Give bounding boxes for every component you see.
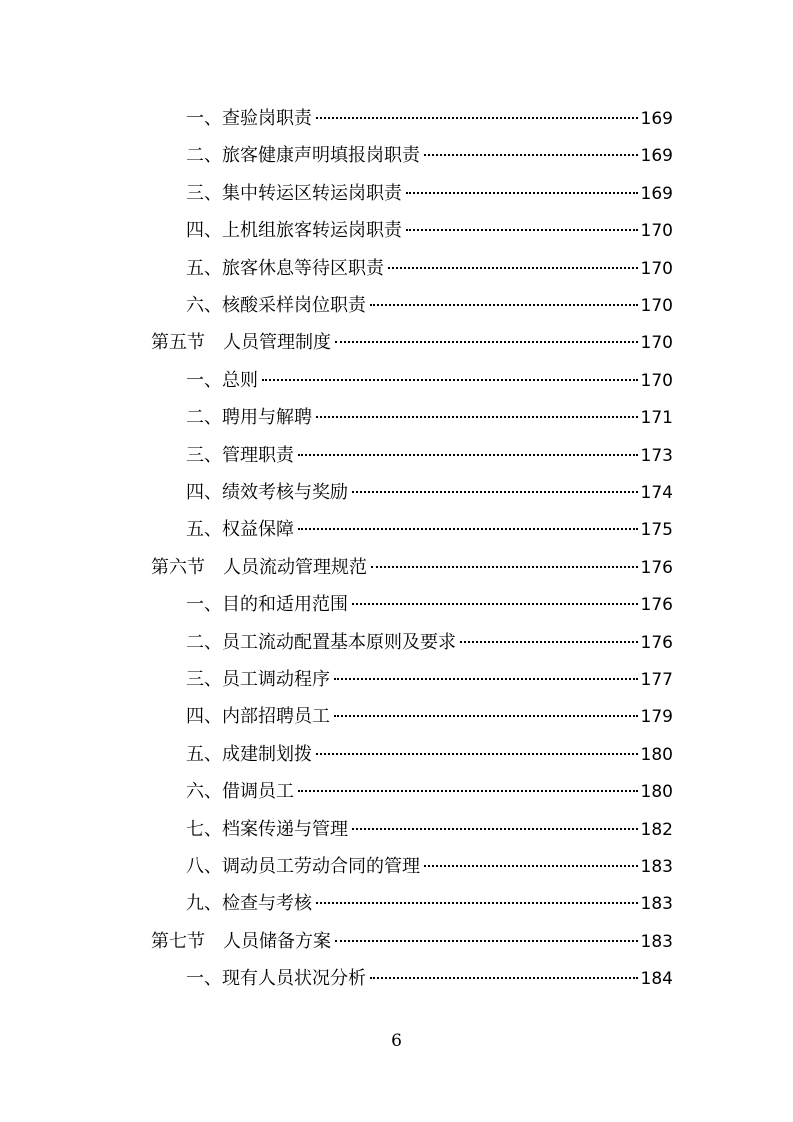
toc-entry-number: 四、 (186, 706, 222, 728)
toc-entry-title: 调动员工劳动合同的管理 (222, 856, 420, 877)
toc-entry[interactable] (186, 250, 673, 287)
toc-dot-leader (352, 603, 638, 605)
toc-entry[interactable] (186, 474, 673, 511)
toc-dot-leader (298, 454, 638, 456)
toc-entry[interactable] (186, 399, 673, 436)
toc-entry-page: 176 (640, 557, 673, 578)
toc-entry-page: 180 (640, 782, 673, 803)
toc-entry-page: 170 (640, 333, 673, 354)
toc-dot-leader (316, 753, 638, 755)
toc-entry-title: 权益保障 (222, 519, 294, 541)
toc-entry-title: 人员管理制度 (223, 332, 331, 354)
toc-entry-title: 检查与考核 (222, 893, 312, 915)
toc-entry[interactable] (186, 137, 673, 174)
toc-dot-leader (335, 940, 638, 942)
toc-entry-number: 第五节 (151, 332, 205, 354)
toc-entry-page: 184 (640, 969, 673, 990)
toc-entry-title: 现有人员状况分析 (222, 968, 366, 990)
toc-entry-title: 旅客休息等待区职责 (222, 257, 384, 279)
toc-entry-page: 170 (640, 370, 673, 391)
toc-entry[interactable] (186, 811, 673, 848)
toc-entry-title: 档案传递与管理 (222, 818, 348, 840)
toc-entry-number: 五、 (186, 519, 222, 541)
toc-dot-leader (298, 528, 638, 530)
toc-entry-title: 成建制划拨 (222, 743, 312, 765)
toc-entry[interactable] (186, 287, 673, 324)
toc-entry-page: 173 (640, 445, 673, 466)
toc-entry[interactable] (186, 736, 673, 773)
toc-dot-leader (352, 828, 638, 830)
toc-entry[interactable] (186, 960, 673, 997)
toc-entry-number: 三、 (186, 182, 222, 204)
toc-entry[interactable] (186, 212, 673, 249)
toc-entry-number: 二、 (186, 631, 222, 653)
toc-entry-number: 一、 (186, 594, 222, 616)
toc-entry-title: 内部招聘员工 (222, 706, 330, 728)
toc-dot-leader (352, 491, 638, 493)
toc-dot-leader (335, 341, 638, 343)
toc-entry-number: 五、 (186, 743, 222, 765)
toc-dot-leader (370, 304, 638, 306)
toc-entry-number: 四、 (186, 220, 222, 242)
toc-entry-page: 182 (640, 819, 673, 840)
toc-entry[interactable] (186, 698, 673, 735)
page-number: 6 (391, 1031, 402, 1051)
toc-entry-number: 三、 (186, 669, 222, 690)
toc-entry-title: 聘用与解聘 (222, 407, 312, 429)
toc-dot-leader (334, 715, 638, 717)
toc-dot-leader (406, 229, 638, 231)
toc-dot-leader (406, 192, 638, 194)
toc-dot-leader (370, 977, 638, 979)
toc-entry-title: 总则 (222, 369, 258, 391)
toc-section-entry[interactable] (151, 549, 673, 586)
toc-entry[interactable] (186, 511, 673, 548)
toc-entry-number: 五、 (186, 257, 222, 279)
toc-entry-title: 绩效考核与奖励 (222, 482, 348, 503)
toc-entry[interactable] (186, 848, 673, 885)
toc-entry-title: 员工调动程序 (222, 669, 330, 690)
toc-entry-number: 八、 (186, 856, 222, 877)
toc-entry-number: 九、 (186, 893, 222, 915)
toc-dot-leader (334, 678, 638, 680)
toc-dot-leader (388, 267, 638, 269)
toc-entry-page: 171 (640, 408, 673, 429)
toc-entry[interactable] (186, 661, 673, 698)
toc-entry-title: 集中转运区转运岗职责 (222, 182, 402, 204)
toc-entry-page: 170 (640, 221, 673, 242)
toc-section-entry[interactable] (151, 324, 673, 361)
toc-entry-title: 上机组旅客转运岗职责 (222, 220, 402, 242)
toc-dot-leader (262, 379, 638, 381)
toc-entry-title: 借调员工 (222, 781, 294, 803)
toc-entry-page: 175 (640, 520, 673, 541)
toc-entry[interactable] (186, 437, 673, 474)
toc-entry-number: 六、 (186, 295, 222, 316)
toc-entry-page: 177 (640, 670, 673, 690)
toc-dot-leader (460, 641, 638, 643)
toc-dot-leader (424, 865, 638, 867)
toc-entry-page: 169 (640, 146, 673, 167)
toc-entry[interactable] (186, 100, 673, 137)
toc-entry-number: 二、 (186, 407, 222, 429)
toc-entry-title: 旅客健康声明填报岗职责 (222, 145, 420, 167)
toc-entry[interactable] (186, 175, 673, 212)
toc-entry-number: 一、 (186, 369, 222, 391)
toc-entry-title: 人员储备方案 (223, 930, 331, 952)
toc-entry-page: 169 (640, 109, 673, 129)
toc-entry-page: 179 (640, 707, 673, 728)
toc-entry-title: 员工流动配置基本原则及要求 (222, 631, 456, 653)
toc-entry[interactable] (186, 773, 673, 810)
toc-entry-title: 目的和适用范围 (222, 594, 348, 616)
toc-entry-number: 七、 (186, 818, 222, 840)
toc-entry-page: 174 (640, 483, 673, 503)
toc-entry-page: 169 (640, 183, 673, 204)
toc-section-entry[interactable] (151, 923, 673, 960)
toc-dot-leader (371, 566, 638, 568)
toc-dot-leader (316, 117, 638, 119)
toc-dot-leader (316, 902, 638, 904)
toc-entry-page: 183 (640, 931, 673, 952)
toc-dot-leader (298, 790, 638, 792)
toc-entry-number: 六、 (186, 781, 222, 803)
toc-entry-number: 四、 (186, 482, 222, 503)
toc-entry[interactable] (186, 885, 673, 922)
toc-entry-number: 三、 (186, 444, 222, 466)
toc-entry-page: 180 (640, 744, 673, 765)
toc-entry-title: 查验岗职责 (222, 108, 312, 129)
toc-entry-page: 183 (640, 894, 673, 915)
toc-entry-page: 170 (640, 296, 673, 316)
toc-entry[interactable] (186, 362, 673, 399)
toc-entry-page: 176 (640, 595, 673, 616)
toc-entry-number: 二、 (186, 145, 222, 167)
toc-entry-title: 管理职责 (222, 444, 294, 466)
toc-entry-number: 一、 (186, 108, 222, 129)
toc-dot-leader (316, 416, 638, 418)
toc-entry-number: 一、 (186, 968, 222, 990)
toc-entry[interactable] (186, 586, 673, 623)
toc-entry-number: 第七节 (151, 930, 205, 952)
toc-entry-page: 176 (640, 632, 673, 653)
toc-entry-number: 第六节 (151, 556, 205, 578)
toc-entry-page: 170 (640, 258, 673, 279)
toc-entry-title: 核酸采样岗位职责 (222, 295, 366, 316)
toc-entry-title: 人员流动管理规范 (223, 556, 367, 578)
toc-dot-leader (424, 154, 638, 156)
toc-entry[interactable] (186, 624, 673, 661)
toc-entry-page: 183 (640, 857, 673, 877)
